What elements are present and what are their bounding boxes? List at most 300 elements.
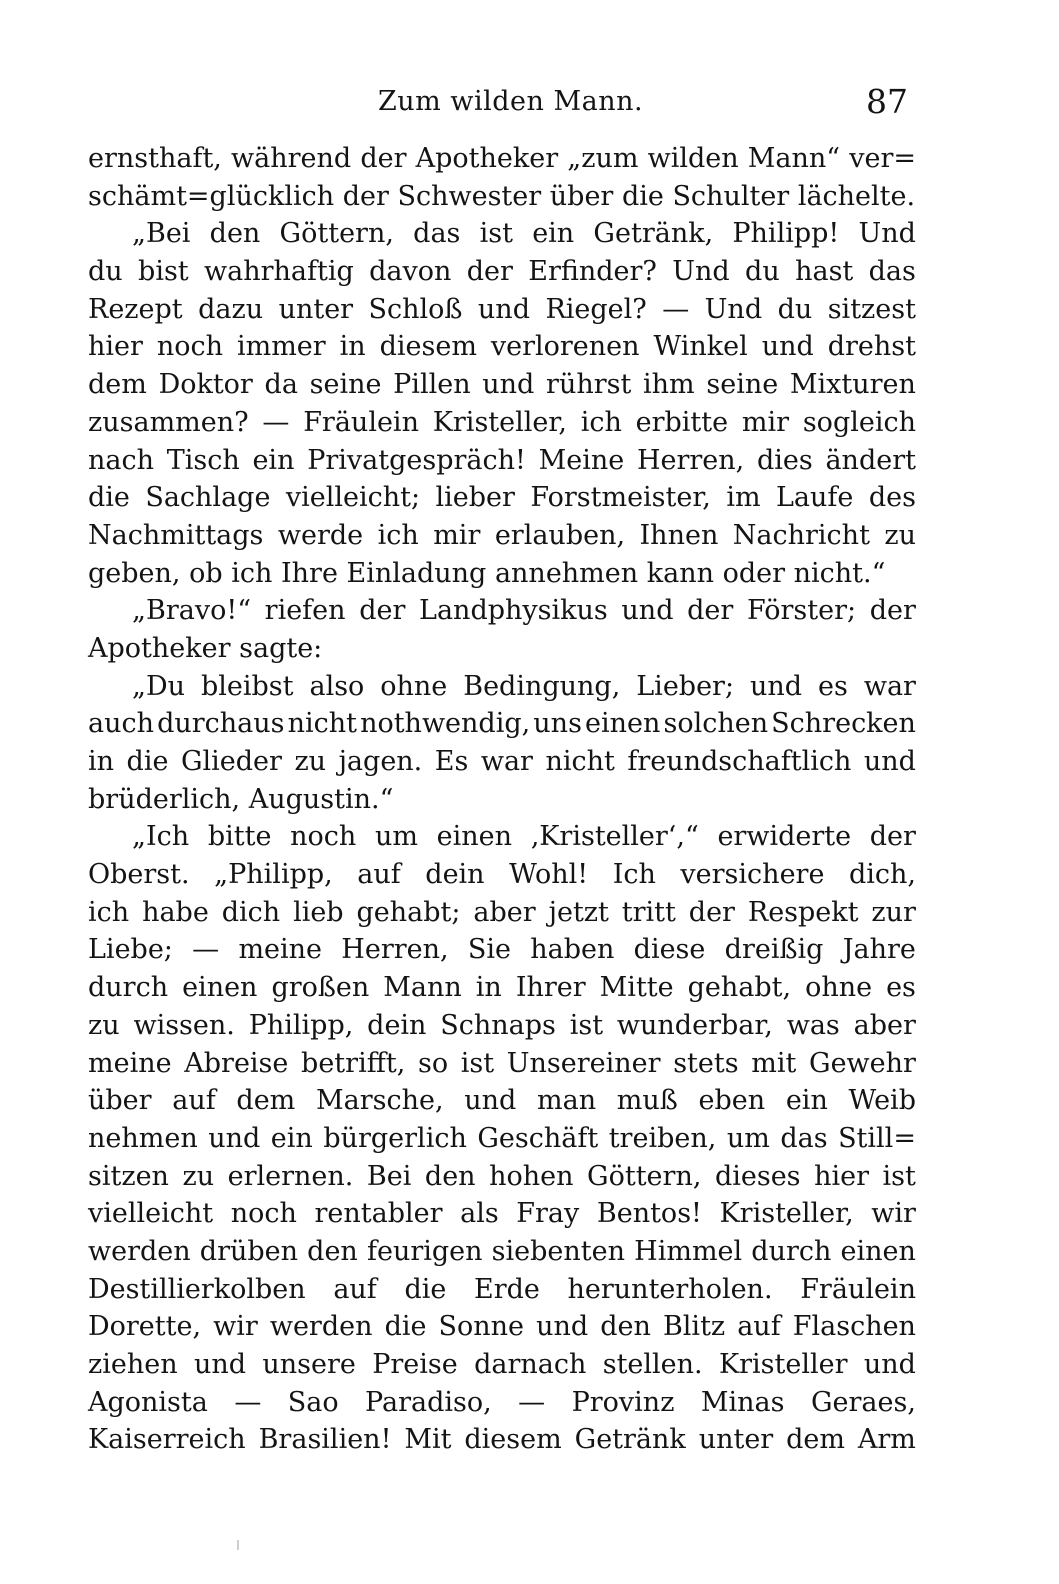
word: freundschaftlich	[627, 746, 852, 777]
word: —	[518, 1386, 546, 1418]
word: auch	[88, 708, 154, 740]
word: und	[536, 1311, 589, 1343]
word: gehabt,	[687, 972, 792, 1004]
word: man	[537, 1085, 597, 1117]
word: Und	[672, 256, 730, 288]
word: rentabler	[314, 1198, 443, 1230]
word: Augustin.“	[248, 783, 394, 815]
word: ohne	[380, 670, 448, 702]
word: diesem	[379, 331, 477, 363]
word: ziehen	[88, 1349, 178, 1380]
word: Kristeller,	[432, 406, 567, 438]
word: Mann“	[747, 143, 841, 174]
word: muß	[616, 1085, 678, 1117]
word: der	[688, 896, 735, 928]
word: Ihrer	[515, 972, 586, 1004]
word: darnach	[474, 1349, 587, 1380]
word: hast	[795, 256, 854, 288]
word: noch	[156, 331, 224, 363]
word: gehabt;	[356, 896, 461, 928]
word: nach	[88, 444, 154, 476]
word: Gewehr	[809, 1047, 916, 1079]
word: Kristeller	[718, 1349, 848, 1380]
word: einen	[436, 821, 512, 853]
word: Kristeller,	[719, 1198, 854, 1230]
text-line	[88, 781, 916, 819]
word: Pillen	[393, 369, 471, 401]
text-line	[88, 215, 916, 253]
word: du	[777, 293, 813, 325]
text-line	[88, 1308, 916, 1346]
word: also	[309, 670, 365, 702]
word: ist	[882, 1160, 916, 1192]
word: nothwendig,	[360, 708, 531, 740]
word: nicht.“	[793, 557, 886, 589]
word: Oberst.	[88, 859, 190, 891]
word: Respekt	[747, 896, 859, 928]
text-line	[88, 1384, 916, 1422]
word: „Ich	[132, 821, 190, 853]
word: der	[342, 180, 389, 212]
word: und	[208, 1122, 261, 1154]
word: war	[480, 746, 533, 777]
word: siebenten	[491, 1235, 626, 1267]
text-line	[88, 140, 916, 178]
word: Einladung	[346, 557, 487, 589]
word: Dorette,	[88, 1311, 202, 1343]
word: Mann	[383, 972, 462, 1004]
word: zur	[871, 896, 916, 928]
word: und	[464, 1085, 517, 1117]
word: Tisch	[166, 444, 240, 476]
word: Und	[858, 218, 916, 250]
word: ist	[479, 218, 513, 250]
word: war	[863, 670, 916, 702]
text-line	[88, 366, 916, 404]
word: ohne	[805, 972, 873, 1004]
word: diese	[633, 934, 706, 966]
word: brüderlich,	[88, 783, 241, 815]
word: Bei	[366, 1160, 412, 1192]
word: werde	[277, 519, 364, 551]
word: und	[477, 293, 530, 325]
text-line	[88, 404, 916, 442]
word: als	[460, 1198, 499, 1230]
word: solchen	[663, 708, 769, 740]
word: Agonista	[88, 1386, 208, 1418]
text-line	[88, 630, 916, 668]
text-line	[88, 1233, 916, 1271]
word: dieses	[714, 1160, 801, 1192]
word: Erde	[473, 1273, 540, 1305]
word: haben	[530, 934, 615, 966]
word: uns	[533, 708, 582, 740]
word: Geschäft	[477, 1122, 599, 1154]
word: immer	[236, 331, 326, 363]
word: hier	[88, 331, 143, 363]
word: ver=	[849, 143, 916, 174]
word: Winkel	[653, 331, 748, 363]
word: den	[600, 1311, 651, 1343]
word: durchaus	[157, 708, 285, 740]
word: Lieber;	[636, 670, 735, 702]
word: Doktor	[158, 369, 253, 401]
word: Fräulein	[303, 406, 419, 438]
word: dem	[236, 1085, 296, 1117]
word: habe	[142, 896, 209, 928]
word: Meine	[538, 444, 625, 476]
word: wunderbar,	[616, 1009, 773, 1041]
word: „Bravo!“	[132, 595, 251, 627]
word: Brasilien!	[258, 1424, 392, 1456]
word: hier	[814, 1160, 869, 1192]
word: Bentos!	[596, 1198, 702, 1230]
text-line	[88, 555, 916, 593]
word: zusammen?	[88, 406, 249, 438]
word: einen	[840, 1235, 916, 1267]
word: riefen	[264, 595, 346, 627]
word: den	[209, 218, 261, 250]
word: einen	[182, 972, 258, 1004]
word: zu	[88, 1009, 120, 1041]
word: des	[868, 482, 916, 514]
text-line	[88, 894, 916, 932]
word: Liebe;	[88, 934, 173, 966]
word: dem	[786, 1424, 845, 1456]
word: Landphysikus	[419, 595, 608, 627]
word: großen	[271, 972, 370, 1004]
word: meine	[238, 934, 323, 966]
word: feurigen	[366, 1235, 483, 1267]
word: dein	[367, 1009, 427, 1041]
word: hohen	[489, 1160, 574, 1192]
word: ein	[252, 444, 295, 476]
word: in	[88, 746, 115, 777]
word: Still=	[838, 1122, 916, 1154]
word: Marsche,	[315, 1085, 444, 1117]
word: vielleicht;	[285, 482, 421, 514]
word: Riegel?	[545, 293, 647, 325]
word: über	[88, 1085, 152, 1117]
text-line	[88, 1346, 916, 1384]
word: Provinz	[571, 1386, 675, 1418]
word: erbitte	[635, 406, 729, 438]
word: eben	[698, 1085, 766, 1117]
word: durch	[88, 972, 169, 1004]
word: „Bei	[132, 218, 191, 250]
word: dies	[756, 444, 813, 476]
word: Nachricht	[732, 519, 870, 551]
word: betrifft,	[301, 1047, 406, 1079]
word: Philipp!	[732, 218, 840, 250]
word: drehst	[827, 331, 916, 363]
word: auf	[357, 859, 401, 891]
word: mir	[741, 406, 790, 438]
word: über	[549, 180, 614, 212]
word: ich	[377, 519, 419, 551]
word: Jahre	[842, 934, 916, 966]
word: Destillierkolben	[88, 1273, 306, 1305]
word: ein	[270, 1122, 313, 1154]
word: den	[424, 1160, 476, 1192]
word: —	[192, 934, 220, 966]
word: Herren,	[636, 444, 745, 476]
word: Sao	[287, 1386, 339, 1418]
word: dich	[221, 896, 281, 928]
word: und	[863, 746, 916, 777]
word: was	[786, 1009, 840, 1041]
word: in	[339, 331, 366, 363]
word: seine	[309, 369, 382, 401]
word: aber	[853, 1009, 916, 1041]
word: Nachmittags	[88, 519, 264, 551]
text-line	[88, 479, 916, 517]
word: auf	[333, 1273, 377, 1305]
word: zu	[884, 519, 916, 551]
word: rührst	[546, 369, 632, 401]
text-line	[88, 442, 916, 480]
word: um	[374, 821, 418, 853]
word: und	[863, 1349, 916, 1380]
word: und	[621, 595, 674, 627]
word: wilden	[647, 143, 739, 174]
word: zu	[294, 746, 327, 777]
word: da	[264, 369, 298, 401]
scan-speck	[237, 1540, 239, 1550]
word: erlernen.	[227, 1160, 354, 1192]
text-line	[88, 328, 916, 366]
word: ein	[785, 1085, 828, 1117]
word: ändert	[825, 444, 916, 476]
word: durch	[751, 1235, 832, 1267]
word: seine	[706, 369, 779, 401]
text-line	[88, 1082, 916, 1120]
word: ist	[460, 1047, 495, 1079]
word: der	[360, 143, 407, 174]
word: „Du	[132, 670, 186, 702]
word: —	[262, 406, 290, 438]
word: Erfinder?	[528, 256, 657, 288]
word: ich	[580, 406, 622, 438]
word: Unsereiner	[506, 1047, 661, 1079]
page-number: 87	[866, 82, 908, 121]
word: unter	[278, 293, 354, 325]
word: die	[88, 482, 130, 514]
word: Abreise	[184, 1047, 289, 1079]
word: Sachlage	[145, 482, 271, 514]
word: mir	[433, 519, 481, 551]
text-line	[88, 1195, 916, 1233]
word: Paradiso,	[365, 1386, 492, 1418]
word: ernsthaft,	[88, 143, 222, 174]
word: dazu	[198, 293, 264, 325]
word: Apotheker	[415, 143, 559, 174]
word: wir	[213, 1311, 258, 1343]
word: Flaschen	[792, 1311, 916, 1343]
word: die	[126, 746, 169, 777]
word: vielleicht	[88, 1198, 214, 1230]
word: ob	[189, 557, 223, 589]
word: bürgerlich	[323, 1122, 467, 1154]
word: noch	[230, 1198, 297, 1230]
word: Schulter	[672, 180, 790, 212]
word: Preise	[372, 1349, 458, 1380]
word: der	[869, 821, 916, 853]
word: tritt	[621, 896, 676, 928]
text-line	[88, 705, 916, 743]
running-title: Zum wilden Mann.	[378, 86, 644, 117]
word: bist	[138, 256, 189, 288]
word: Göttern,	[279, 218, 394, 250]
word: Weib	[848, 1085, 916, 1117]
word: wissen.	[133, 1009, 235, 1041]
word: —	[662, 293, 690, 325]
word: werden	[88, 1235, 191, 1267]
word: lächelte.	[797, 180, 916, 212]
word: bleibst	[200, 670, 294, 702]
word: um	[726, 1122, 770, 1154]
word: noch	[290, 821, 357, 853]
word: Forstmeister,	[530, 482, 711, 514]
word: zu	[182, 1160, 215, 1192]
word: die	[404, 1273, 447, 1305]
word: meine	[88, 1047, 172, 1079]
word: Mixturen	[789, 369, 916, 401]
word: in	[475, 972, 502, 1004]
word: Bedingung,	[463, 670, 621, 702]
word: Glieder	[180, 746, 282, 777]
text-line	[88, 1007, 916, 1045]
text-line	[88, 178, 916, 216]
word: Wohl!	[509, 859, 589, 891]
word: Schnaps	[440, 1009, 556, 1041]
word: jetzt	[548, 896, 609, 928]
word: Und	[704, 293, 763, 325]
word: und	[750, 670, 803, 702]
word: das	[868, 256, 916, 288]
text-line	[88, 1421, 916, 1459]
word: Apotheker	[88, 632, 231, 664]
word: einen	[585, 708, 661, 740]
word: Mit	[404, 1424, 452, 1456]
word: herunterholen.	[567, 1273, 773, 1305]
text-line	[88, 1271, 916, 1309]
word: sitzen	[88, 1160, 169, 1192]
word: Sie	[467, 934, 511, 966]
word: mit	[751, 1047, 797, 1079]
text-line	[88, 517, 916, 555]
word: kann	[646, 557, 714, 589]
word: Schwester	[397, 180, 542, 212]
word: der	[687, 595, 734, 627]
text-line	[88, 743, 916, 781]
text-line	[88, 1120, 916, 1158]
word: versichere	[680, 859, 825, 891]
word: annehmen	[494, 557, 639, 589]
word: Minas	[700, 1386, 785, 1418]
word: ich	[88, 896, 130, 928]
body-text	[88, 140, 916, 1459]
word: das	[780, 1122, 828, 1154]
word: der	[466, 256, 513, 288]
text-line	[88, 931, 916, 969]
word: Sonne	[438, 1311, 525, 1343]
word: Kaiserreich	[88, 1424, 246, 1456]
word: du	[88, 256, 123, 288]
word: unsere	[262, 1349, 356, 1380]
text-line	[88, 1158, 916, 1196]
word: ‚Kristeller‘,“	[530, 821, 699, 853]
word: wir	[871, 1198, 916, 1230]
word: dein	[425, 859, 485, 891]
text-line	[88, 1045, 916, 1083]
word: ein	[532, 218, 575, 250]
word: werden	[269, 1311, 373, 1343]
word: Getränk	[574, 1424, 686, 1456]
word: Göttern,	[587, 1160, 702, 1192]
word: bitte	[207, 821, 272, 853]
word: den	[307, 1235, 358, 1267]
word: ich	[231, 557, 273, 589]
word: dreißig	[724, 934, 824, 966]
word: es	[886, 972, 916, 1004]
word: die	[384, 1311, 427, 1343]
word: diesem	[464, 1424, 562, 1456]
word: die	[621, 180, 664, 212]
word: treiben,	[608, 1122, 717, 1154]
word: sitzest	[827, 293, 916, 325]
word: Ihnen	[639, 519, 719, 551]
word: dich,	[848, 859, 916, 891]
word: geben,	[88, 557, 181, 589]
word: unter	[698, 1424, 774, 1456]
word: ihm	[643, 369, 695, 401]
word: Getränk,	[593, 218, 714, 250]
word: Arm	[857, 1424, 916, 1456]
word: Schloß	[368, 293, 463, 325]
word: Ihre	[280, 557, 338, 589]
word: oder	[722, 557, 786, 589]
word: Es	[434, 746, 469, 777]
word: erlauben,	[494, 519, 626, 551]
word: wahrhaftig	[204, 256, 354, 288]
word: Fräulein	[800, 1273, 916, 1305]
word: du	[745, 256, 780, 288]
word: dem	[88, 369, 147, 401]
word: Ich	[612, 859, 656, 891]
word: stellen.	[602, 1349, 703, 1380]
word: im	[726, 482, 761, 514]
word: so	[417, 1047, 449, 1079]
word: stets	[673, 1047, 739, 1079]
word: und	[482, 369, 535, 401]
word: während	[231, 143, 352, 174]
word: „Philipp,	[214, 859, 333, 891]
word: „zum	[567, 143, 639, 174]
word: Förster;	[746, 595, 857, 627]
word: das	[413, 218, 461, 250]
text-line	[88, 856, 916, 894]
text-line	[88, 969, 916, 1007]
word: drüben	[199, 1235, 299, 1267]
word: und	[761, 331, 814, 363]
word: es	[818, 670, 848, 702]
word: Fray	[516, 1198, 580, 1230]
word: und	[193, 1349, 247, 1380]
word: erwiderte	[717, 821, 852, 853]
word: sagte:	[239, 632, 323, 664]
word: nehmen	[88, 1122, 198, 1154]
